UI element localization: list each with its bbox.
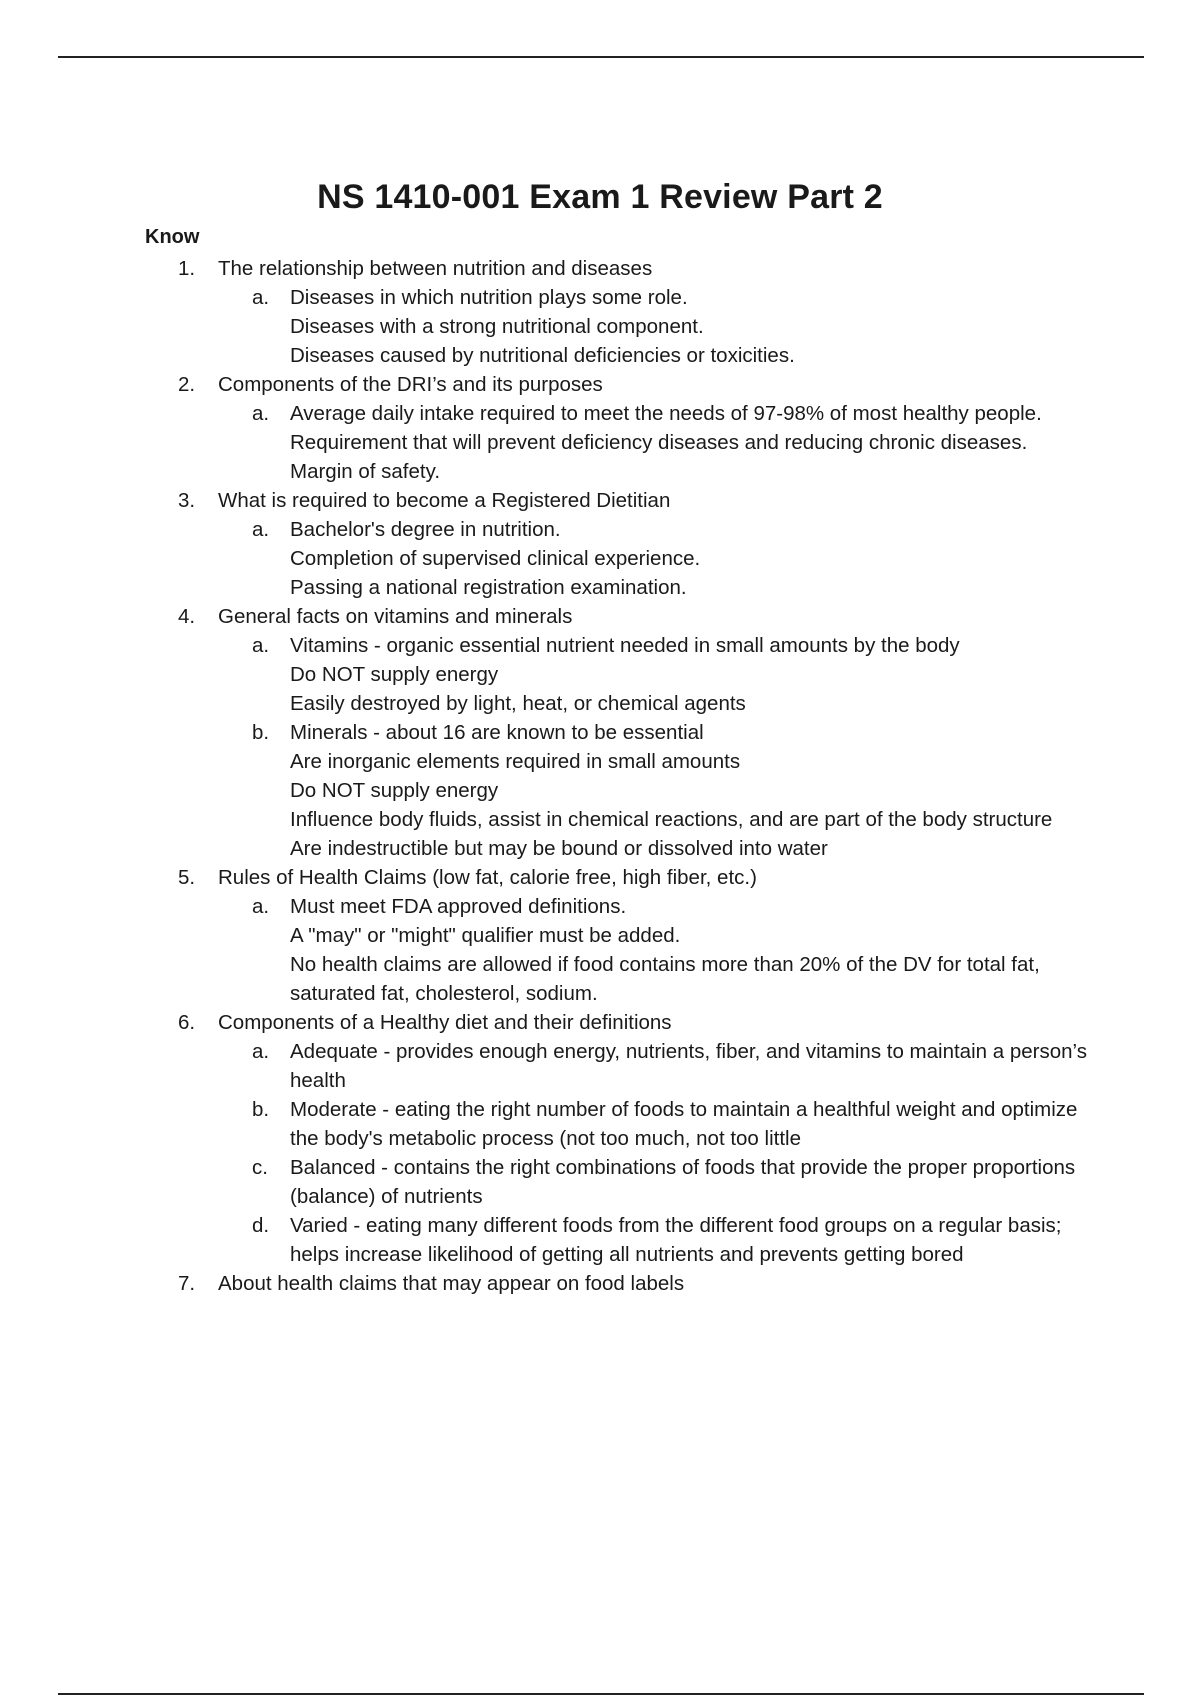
list-item bbox=[0, 370, 1200, 399]
item-number: 6. bbox=[178, 1011, 196, 1034]
sub-letter: a. bbox=[252, 402, 270, 425]
item-number: 1. bbox=[178, 257, 196, 280]
sub-line: Diseases with a strong nutritional component. bbox=[290, 315, 704, 338]
sub-line: Easily destroyed by light, heat, or chemical agents bbox=[290, 692, 746, 715]
sub-line: Diseases in which nutrition plays some role. bbox=[290, 286, 688, 309]
item-text: Components of a Healthy diet and their definitions bbox=[218, 1011, 672, 1034]
item-text: The relationship between nutrition and diseases bbox=[218, 257, 653, 280]
sub-letter: b. bbox=[252, 721, 270, 744]
item-number: 7. bbox=[178, 1272, 196, 1295]
sub-line: Passing a national registration examination. bbox=[290, 576, 687, 599]
item-text: What is required to become a Registered Dietitian bbox=[218, 489, 671, 512]
sub-line: Do NOT supply energy bbox=[290, 779, 499, 802]
sub-line: Vitamins - organic essential nutrient needed in small amounts by the body bbox=[290, 634, 960, 657]
sub-item bbox=[0, 1211, 1200, 1269]
sub-item bbox=[0, 892, 1200, 1008]
section-heading: Know bbox=[145, 226, 200, 248]
sub-letter: a. bbox=[252, 895, 270, 918]
sub-line: Influence body fluids, assist in chemical reactions, and are part of the body structure bbox=[290, 808, 1053, 831]
sub-item bbox=[0, 1095, 1200, 1153]
list-item bbox=[0, 602, 1200, 631]
item-text: Components of the DRI’s and its purposes bbox=[218, 373, 603, 396]
sub-letter: a. bbox=[252, 518, 270, 541]
sub-item bbox=[0, 1153, 1200, 1211]
sub-line: Requirement that will prevent deficiency diseases and reducing chronic diseases. bbox=[290, 431, 1028, 454]
sub-line: Completion of supervised clinical experience. bbox=[290, 547, 701, 570]
sub-item bbox=[0, 718, 1200, 863]
sub-line: Bachelor's degree in nutrition. bbox=[290, 518, 561, 541]
list-item bbox=[0, 1008, 1200, 1037]
list-item bbox=[0, 863, 1200, 892]
list-item bbox=[0, 254, 1200, 283]
sub-line: Do NOT supply energy bbox=[290, 663, 499, 686]
sub-line: Minerals - about 16 are known to be essential bbox=[290, 721, 704, 744]
sub-item bbox=[0, 1037, 1200, 1095]
sub-line: Diseases caused by nutritional deficiencies or toxicities. bbox=[290, 344, 795, 367]
item-number: 3. bbox=[178, 489, 196, 512]
sub-item bbox=[0, 631, 1200, 718]
sub-line: Adequate - provides enough energy, nutrients, fiber, and vitamins to maintain a person’s health bbox=[290, 1040, 1087, 1092]
item-number: 4. bbox=[178, 605, 196, 628]
page-title: NS 1410-001 Exam 1 Review Part 2 bbox=[317, 178, 883, 216]
sub-letter: c. bbox=[252, 1156, 268, 1179]
item-number: 5. bbox=[178, 866, 196, 889]
bottom-rule bbox=[58, 1693, 1144, 1695]
sub-line: Margin of safety. bbox=[290, 460, 441, 483]
sub-letter: a. bbox=[252, 634, 270, 657]
item-text: Rules of Health Claims (low fat, calorie free, high fiber, etc.) bbox=[218, 866, 757, 889]
sub-letter: a. bbox=[252, 1040, 270, 1063]
item-text: General facts on vitamins and minerals bbox=[218, 605, 573, 628]
review-list bbox=[0, 254, 1200, 1298]
list-item bbox=[0, 1269, 1200, 1298]
sub-line: Are inorganic elements required in small amounts bbox=[290, 750, 741, 773]
list-item bbox=[0, 486, 1200, 515]
item-number: 2. bbox=[178, 373, 196, 396]
sub-item bbox=[0, 515, 1200, 602]
sub-line: Moderate - eating the right number of foods to maintain a healthful weight and optimize the body's metabolic process (not too much, not too little bbox=[290, 1098, 1078, 1150]
sub-letter: a. bbox=[252, 286, 270, 309]
sub-item bbox=[0, 399, 1200, 486]
sub-letter: b. bbox=[252, 1098, 270, 1121]
top-rule bbox=[58, 56, 1144, 58]
sub-line: Varied - eating many different foods from the different food groups on a regular basis; helps increase likelihood of getting all nutrients and prevents getting bored bbox=[290, 1214, 1062, 1266]
sub-line: A "may" or "might" qualifier must be added. bbox=[290, 924, 681, 947]
sub-line: No health claims are allowed if food contains more than 20% of the DV for total fat, saturated fat, cholesterol, sodium. bbox=[290, 953, 1040, 1005]
sub-line: Balanced - contains the right combinations of foods that provide the proper proportions (balance) of nutrients bbox=[290, 1156, 1076, 1208]
sub-line: Average daily intake required to meet the needs of 97-98% of most healthy people. bbox=[290, 402, 1042, 425]
item-text: About health claims that may appear on food labels bbox=[218, 1272, 685, 1295]
sub-line: Are indestructible but may be bound or dissolved into water bbox=[290, 837, 828, 860]
sub-line: Must meet FDA approved definitions. bbox=[290, 895, 627, 918]
sub-item bbox=[0, 283, 1200, 370]
sub-letter: d. bbox=[252, 1214, 270, 1237]
